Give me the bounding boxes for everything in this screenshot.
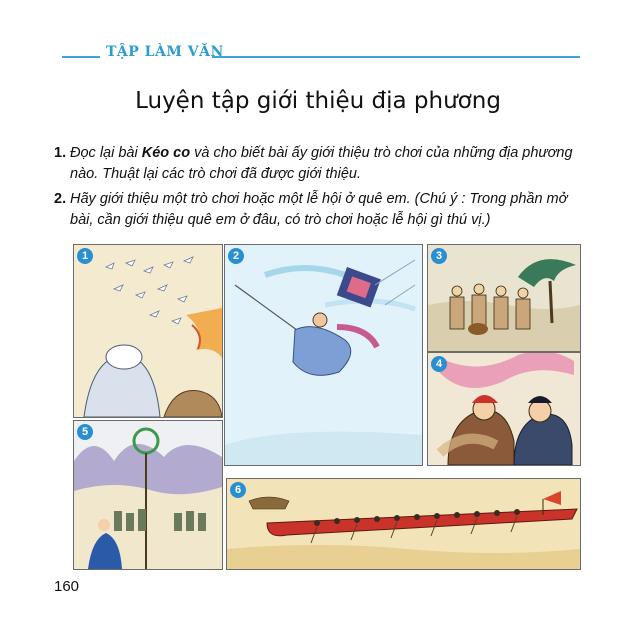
panel-6-illustration — [227, 479, 580, 569]
panel-4-badge: 4 — [431, 356, 447, 372]
panel-5-badge: 5 — [77, 424, 93, 440]
panel-2-illustration — [225, 245, 422, 465]
lesson-title: Luyện tập giới thiệu địa phương — [135, 88, 501, 114]
panel-5-festival — [73, 420, 223, 570]
task-1-text-b: và cho biết bài ấy giới thiệu trò chơi của những địa phương nào. Thuật lại các trò chơi đã được giới thiệu. — [70, 145, 573, 182]
panel-2-badge: 2 — [228, 248, 244, 264]
section-header — [62, 40, 582, 64]
panel-3-illustration — [428, 245, 580, 351]
task-1-number: 1. — [54, 145, 67, 161]
task-1 — [54, 143, 594, 185]
header-rule-left — [62, 56, 100, 58]
panel-1-illustration — [74, 245, 222, 417]
task-2-number: 2. — [54, 191, 67, 207]
page-number: 160 — [54, 578, 80, 595]
task-2-text: Hãy giới thiệu một trò chơi hoặc một lễ hội ở quê em. (Chú ý : Trong phần mở bài, cần giới thiệu quê em ở đâu, có trò chơi hoặc lễ hội gì thú vị.) — [70, 191, 568, 228]
panel-4-couple — [427, 352, 581, 466]
task-1-text — [70, 143, 594, 185]
panel-3-drummers — [427, 244, 581, 352]
panel-2-kite — [224, 244, 423, 466]
panel-5-illustration — [74, 421, 222, 569]
panel-1-birds — [73, 244, 223, 418]
task-2 — [54, 189, 594, 231]
panel-6-boat-race — [226, 478, 581, 570]
task-1-text-a: Đọc lại bài — [70, 145, 142, 161]
panel-4-illustration — [428, 353, 580, 465]
panel-1-badge: 1 — [77, 248, 93, 264]
task-1-title-bold: Kéo co — [141, 145, 191, 161]
section-label: TẬP LÀM VĂN — [106, 44, 224, 60]
header-rule-right — [212, 56, 580, 58]
panel-3-badge: 3 — [431, 248, 447, 264]
panel-6-badge: 6 — [230, 482, 246, 498]
